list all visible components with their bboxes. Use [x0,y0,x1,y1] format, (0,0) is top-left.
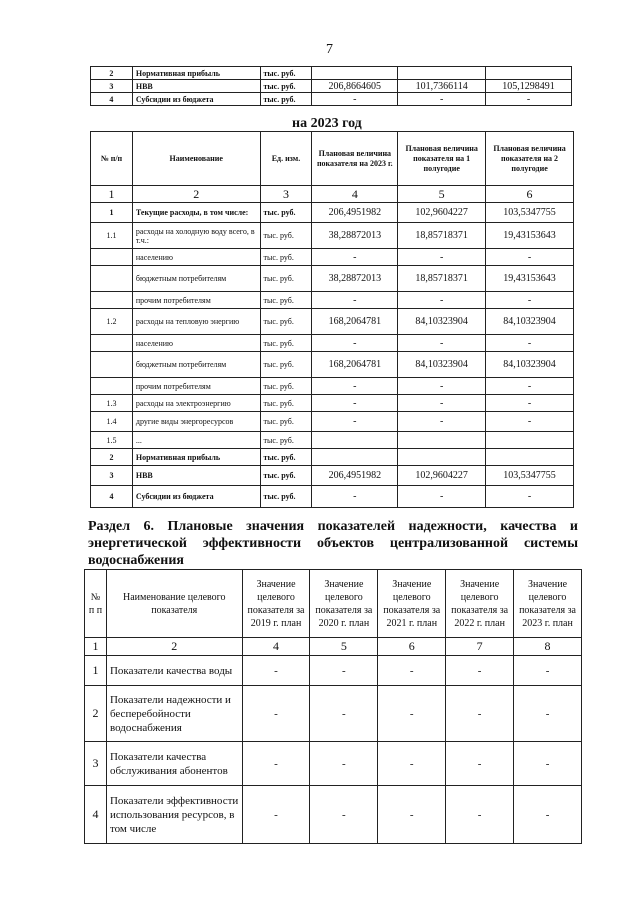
table-row: 3 Показатели качества обслуживания абонентов - - - - - [85,742,582,786]
column-header: Значение целевого показателя за 2023 г. план [514,570,582,638]
column-header: Ед. изм. [260,132,312,186]
table-row: 2 Показатели надежности и бесперебойности водоснабжения - - - - - [85,686,582,742]
column-header: Значение целевого показателя за 2021 г. план [378,570,446,638]
column-header: Плановая величина показателя на 1 полугодие [398,132,486,186]
column-header: Плановая величина показателя на 2 полугодие [486,132,574,186]
table-row: 1.5 ... тыс. руб. [91,432,574,449]
table-row: 3 НВВ тыс. руб. 206,8664605 101,7366114 105,1298491 [91,80,572,93]
table-row: бюджетным потребителям тыс. руб. 38,28872013 18,85718371 19,43153643 [91,266,574,292]
table-row: 1 Текущие расходы, в том числе: тыс. руб. 206,4951982 102,9604227 103,5347755 [91,203,574,223]
table-row: 4 Субсидии из бюджета тыс. руб. - - - [91,486,574,508]
column-header: Значение целевого показателя за 2022 г. план [446,570,514,638]
column-header: Плановая величина показателя на 2023 г. [312,132,398,186]
table-row: 1.2 расходы на тепловую энергию тыс. руб. 168,2064781 84,10323904 84,10323904 [91,309,574,335]
header-row [85,570,582,638]
table-row: 4 Субсидии из бюджета тыс. руб. - - - [91,93,572,106]
table-row: населению тыс. руб. - - - [91,335,574,352]
table-row: прочим потребителям тыс. руб. - - - [91,378,574,395]
top-table [90,66,572,106]
page-number: 7 [326,42,333,57]
section-title: Раздел 6. Плановые значения показателей надежности, качества и энергетической эффективности объектов централизованной системы водоснабжения [88,519,578,568]
table-row: 1.1 расходы на холодную воду всего, в т.ч.: тыс. руб. 38,28872013 18,85718371 19,43153643 [91,223,574,249]
column-header: Наименование [132,132,260,186]
column-header: Наименование целевого показателя [106,570,242,638]
table-row: 2 Нормативная прибыль тыс. руб. [91,67,572,80]
header-row [91,132,574,186]
table-row: 3 НВВ тыс. руб. 206,4951982 102,9604227 103,5347755 [91,466,574,486]
target-indicators-table [84,569,582,844]
table-row: 4 Показатели эффективности использования ресурсов, в том числе - - - - - [85,786,582,844]
column-header: Значение целевого показателя за 2020 г. план [310,570,378,638]
table-row: бюджетным потребителям тыс. руб. 168,2064781 84,10323904 84,10323904 [91,352,574,378]
table-row: 1.3 расходы на электроэнергию тыс. руб. - - - [91,395,574,412]
year-title: на 2023 год [292,116,362,131]
column-number-row: 1 2 4 5 6 7 8 [85,638,582,656]
table-row: 1 Показатели качества воды - - - - - [85,656,582,686]
column-header: № п/п [91,132,133,186]
column-header: № п п [85,570,107,638]
table-row: прочим потребителям тыс. руб. - - - [91,292,574,309]
budget-table [90,131,574,508]
column-header: Значение целевого показателя за 2019 г. план [242,570,310,638]
table-row: 1.4 другие виды энергоресурсов тыс. руб. - - - [91,412,574,432]
column-number-row: 1 2 3 4 5 6 [91,186,574,203]
table-row: населению тыс. руб. - - - [91,249,574,266]
table-row: 2 Нормативная прибыль тыс. руб. [91,449,574,466]
